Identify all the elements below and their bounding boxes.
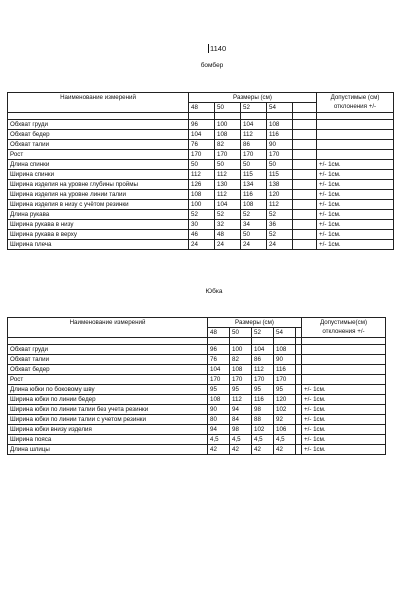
column-header-tolerance-sub: отклонения +/- — [302, 328, 386, 338]
measurement-value: 52 — [241, 210, 267, 220]
blank-cell — [293, 150, 317, 160]
measurement-value: 108 — [267, 120, 293, 130]
measurement-value: 170 — [252, 375, 274, 385]
measurement-value: 100 — [189, 200, 215, 210]
measurement-value: 80 — [208, 415, 230, 425]
size-header-cell: 50 — [230, 328, 252, 338]
header-blank-cell — [8, 328, 208, 338]
table-row — [8, 385, 386, 395]
spacer-cell — [8, 338, 208, 345]
measurement-value: 95 — [208, 385, 230, 395]
blank-cell — [293, 220, 317, 230]
spacer-cell — [267, 113, 293, 120]
measurement-value: 95 — [252, 385, 274, 395]
table-row — [8, 240, 394, 250]
measurement-name: Ширина спинки — [8, 170, 189, 180]
tolerance-value: +/- 1см. — [317, 200, 394, 210]
measurement-value: 98 — [252, 405, 274, 415]
measurement-value: 126 — [189, 180, 215, 190]
blank-cell — [293, 180, 317, 190]
spacer-cell — [317, 113, 394, 120]
measurement-value: 94 — [208, 425, 230, 435]
measurement-value: 98 — [230, 425, 252, 435]
column-header-tolerance-sub: отклонения +/- — [317, 103, 394, 113]
measurement-name: Рост — [8, 375, 208, 385]
blank-cell — [293, 140, 317, 150]
measurement-value: 96 — [208, 345, 230, 355]
measurement-value: 32 — [215, 220, 241, 230]
tolerance-value: +/- 1см. — [302, 395, 386, 405]
measurement-value: 90 — [267, 140, 293, 150]
column-header-name: Наименование измерений — [8, 318, 208, 328]
table-row — [8, 415, 386, 425]
measurement-name: Ширина пояса — [8, 435, 208, 445]
tolerance-value: +/- 1см. — [302, 405, 386, 415]
bomber-measurements-table — [7, 92, 394, 250]
header-blank-cell — [293, 103, 317, 113]
measurement-value: 112 — [189, 170, 215, 180]
table-row — [8, 160, 394, 170]
table-row — [8, 230, 394, 240]
measurement-value: 24 — [215, 240, 241, 250]
table-row — [8, 210, 394, 220]
measurement-value: 4,5 — [252, 435, 274, 445]
measurement-value: 92 — [274, 415, 296, 425]
skirt-title: Юбка — [205, 288, 223, 295]
size-header-cell: 52 — [252, 328, 274, 338]
measurement-value: 100 — [230, 345, 252, 355]
header-blank-cell — [8, 103, 189, 113]
measurement-value: 50 — [267, 160, 293, 170]
measurement-value: 104 — [215, 200, 241, 210]
measurement-value: 104 — [189, 130, 215, 140]
table-row — [8, 365, 386, 375]
tolerance-value: +/- 1см. — [302, 415, 386, 425]
measurement-value: 4,5 — [230, 435, 252, 445]
column-header-sizes: Размеры (см) — [208, 318, 302, 328]
table-row — [8, 425, 386, 435]
measurement-value: 36 — [267, 220, 293, 230]
spacer-cell — [302, 338, 386, 345]
size-header-cell: 48 — [208, 328, 230, 338]
measurement-value: 120 — [274, 395, 296, 405]
table-row — [8, 435, 386, 445]
measurement-value: 4,5 — [208, 435, 230, 445]
measurement-value: 76 — [208, 355, 230, 365]
measurement-value: 170 — [230, 375, 252, 385]
blank-cell — [293, 170, 317, 180]
measurement-value: 104 — [252, 345, 274, 355]
measurement-value: 112 — [267, 200, 293, 210]
table-row — [8, 220, 394, 230]
measurement-value: 115 — [267, 170, 293, 180]
spacer-row — [8, 113, 394, 120]
measurement-value: 86 — [241, 140, 267, 150]
bomber-title: бомбер — [200, 62, 224, 69]
measurement-value: 106 — [274, 425, 296, 435]
measurement-value: 112 — [230, 395, 252, 405]
spacer-cell — [252, 338, 274, 345]
measurement-name: Обхват бедер — [8, 365, 208, 375]
blank-cell — [293, 200, 317, 210]
measurement-name: Ширина юбки по линии бедер — [8, 395, 208, 405]
table-row — [8, 190, 394, 200]
measurement-value: 52 — [215, 210, 241, 220]
measurement-value: 104 — [208, 365, 230, 375]
measurement-value: 104 — [241, 120, 267, 130]
measurement-name: Длина рукава — [8, 210, 189, 220]
measurement-value: 42 — [208, 445, 230, 455]
spacer-cell — [189, 113, 215, 120]
header-row — [8, 318, 386, 328]
measurement-value: 42 — [252, 445, 274, 455]
measurement-value: 50 — [241, 230, 267, 240]
measurement-value: 52 — [267, 230, 293, 240]
measurement-value: 116 — [241, 190, 267, 200]
table-row — [8, 405, 386, 415]
measurement-value: 48 — [215, 230, 241, 240]
measurement-value: 115 — [241, 170, 267, 180]
size-header-cell: 54 — [274, 328, 296, 338]
measurement-name: Ширина изделия на уровне глубины проймы — [8, 180, 189, 190]
measurement-value: 95 — [230, 385, 252, 395]
measurement-value: 130 — [215, 180, 241, 190]
size-header-cell: 54 — [267, 103, 293, 113]
table-row — [8, 170, 394, 180]
measurement-value: 108 — [230, 365, 252, 375]
measurement-name: Ширина плеча — [8, 240, 189, 250]
column-header-tolerance: Допустимые(см) — [302, 318, 386, 328]
measurement-value: 46 — [189, 230, 215, 240]
measurement-value: 42 — [230, 445, 252, 455]
measurement-value: 116 — [252, 395, 274, 405]
measurement-name: Обхват талии — [8, 140, 189, 150]
measurement-value: 170 — [208, 375, 230, 385]
measurement-name: Длина спинки — [8, 160, 189, 170]
measurement-value: 24 — [189, 240, 215, 250]
measurement-name: Обхват талии — [8, 355, 208, 365]
tolerance-value — [302, 365, 386, 375]
spacer-cell — [230, 338, 252, 345]
measurement-value: 170 — [189, 150, 215, 160]
tolerance-value: +/- 1см. — [317, 230, 394, 240]
measurement-name: Ширина юбки по линии талии с учетом резинки — [8, 415, 208, 425]
spacer-cell — [215, 113, 241, 120]
spacer-cell — [293, 113, 317, 120]
measurement-value: 52 — [267, 210, 293, 220]
measurement-value: 112 — [215, 190, 241, 200]
measurement-value: 76 — [189, 140, 215, 150]
skirt-measurements-table — [7, 317, 386, 455]
tolerance-value — [317, 140, 394, 150]
spacer-row — [8, 338, 386, 345]
spacer-cell — [241, 113, 267, 120]
tolerance-value — [317, 150, 394, 160]
measurement-name: Ширина изделия на уровне линии талии — [8, 190, 189, 200]
measurement-value: 116 — [274, 365, 296, 375]
table-row — [8, 130, 394, 140]
measurement-name: Обхват груди — [8, 120, 189, 130]
measurement-value: 108 — [274, 345, 296, 355]
measurement-value: 102 — [252, 425, 274, 435]
measurement-value: 42 — [274, 445, 296, 455]
column-header-sizes: Размеры (см) — [189, 93, 317, 103]
table-row — [8, 150, 394, 160]
measurement-value: 112 — [252, 365, 274, 375]
blank-cell — [293, 240, 317, 250]
tolerance-value: +/- 1см. — [302, 385, 386, 395]
tolerance-value: +/- 1см. — [302, 435, 386, 445]
measurement-value: 90 — [274, 355, 296, 365]
column-header-tolerance: Допустимые (см) — [317, 93, 394, 103]
text-cursor — [208, 44, 209, 53]
measurement-value: 24 — [241, 240, 267, 250]
measurement-name: Обхват бедер — [8, 130, 189, 140]
tolerance-value: +/- 1см. — [317, 220, 394, 230]
tolerance-value: +/- 1см. — [302, 425, 386, 435]
tolerance-value: +/- 1см. — [317, 180, 394, 190]
blank-cell — [293, 210, 317, 220]
measurement-value: 52 — [189, 210, 215, 220]
measurement-value: 96 — [189, 120, 215, 130]
measurement-value: 50 — [215, 160, 241, 170]
measurement-value: 50 — [241, 160, 267, 170]
spacer-cell — [8, 113, 189, 120]
tolerance-value: +/- 1см. — [317, 210, 394, 220]
measurement-value: 120 — [267, 190, 293, 200]
size-header-cell: 48 — [189, 103, 215, 113]
measurement-value: 88 — [252, 415, 274, 425]
blank-cell — [293, 190, 317, 200]
measurement-value: 86 — [252, 355, 274, 365]
measurement-value: 24 — [267, 240, 293, 250]
measurement-value: 108 — [189, 190, 215, 200]
measurement-value: 112 — [241, 130, 267, 140]
spacer-cell — [208, 338, 230, 345]
table-row — [8, 355, 386, 365]
table-row — [8, 180, 394, 190]
measurement-value: 170 — [215, 150, 241, 160]
measurement-name: Ширина юбки внизу изделия — [8, 425, 208, 435]
measurement-value: 134 — [241, 180, 267, 190]
measurement-value: 50 — [189, 160, 215, 170]
blank-cell — [293, 130, 317, 140]
measurement-value: 108 — [215, 130, 241, 140]
tolerance-value — [302, 345, 386, 355]
header-row — [8, 93, 394, 103]
blank-cell — [293, 160, 317, 170]
table-row — [8, 375, 386, 385]
measurement-value: 90 — [208, 405, 230, 415]
table-row — [8, 445, 386, 455]
measurement-value: 108 — [241, 200, 267, 210]
tolerance-value — [302, 355, 386, 365]
tolerance-value: +/- 1см. — [317, 190, 394, 200]
measurement-value: 138 — [267, 180, 293, 190]
measurement-value: 116 — [267, 130, 293, 140]
measurement-value: 102 — [274, 405, 296, 415]
tolerance-value: +/- 1см. — [317, 170, 394, 180]
measurement-name: Ширина рукава в низу — [8, 220, 189, 230]
measurement-value: 34 — [241, 220, 267, 230]
sizes-row — [8, 103, 394, 113]
measurement-value: 170 — [241, 150, 267, 160]
tolerance-value — [302, 375, 386, 385]
measurement-value: 100 — [215, 120, 241, 130]
tolerance-value — [317, 120, 394, 130]
spacer-cell — [274, 338, 296, 345]
measurement-value: 112 — [215, 170, 241, 180]
tolerance-value: +/- 1см. — [317, 160, 394, 170]
table-row — [8, 140, 394, 150]
size-header-cell: 50 — [215, 103, 241, 113]
measurement-name: Рост — [8, 150, 189, 160]
measurement-value: 82 — [230, 355, 252, 365]
measurement-name: Обхват груди — [8, 345, 208, 355]
table-row — [8, 395, 386, 405]
tolerance-value: +/- 1см. — [317, 240, 394, 250]
table-row — [8, 120, 394, 130]
size-header-cell: 52 — [241, 103, 267, 113]
measurement-name: Ширина рукава в верху — [8, 230, 189, 240]
measurement-name: Ширина юбки по линии талии без учета резинки — [8, 405, 208, 415]
measurement-value: 82 — [215, 140, 241, 150]
table-row — [8, 345, 386, 355]
measurement-name: Ширина изделия в низу с учётом резинки — [8, 200, 189, 210]
measurement-value: 95 — [274, 385, 296, 395]
measurement-value: 4,5 — [274, 435, 296, 445]
measurement-value: 84 — [230, 415, 252, 425]
table-row — [8, 200, 394, 210]
column-header-name: Наименование измерений — [8, 93, 189, 103]
measurement-value: 108 — [208, 395, 230, 405]
measurement-value: 170 — [274, 375, 296, 385]
document-code: 1140 — [210, 44, 227, 53]
measurement-value: 94 — [230, 405, 252, 415]
blank-cell — [293, 230, 317, 240]
measurement-value: 30 — [189, 220, 215, 230]
blank-cell — [293, 120, 317, 130]
tolerance-value: +/- 1см. — [302, 445, 386, 455]
tolerance-value — [317, 130, 394, 140]
measurement-name: Длина шлицы — [8, 445, 208, 455]
measurement-value: 170 — [267, 150, 293, 160]
measurement-name: Длина юбки по боковому шву — [8, 385, 208, 395]
sizes-row — [8, 328, 386, 338]
